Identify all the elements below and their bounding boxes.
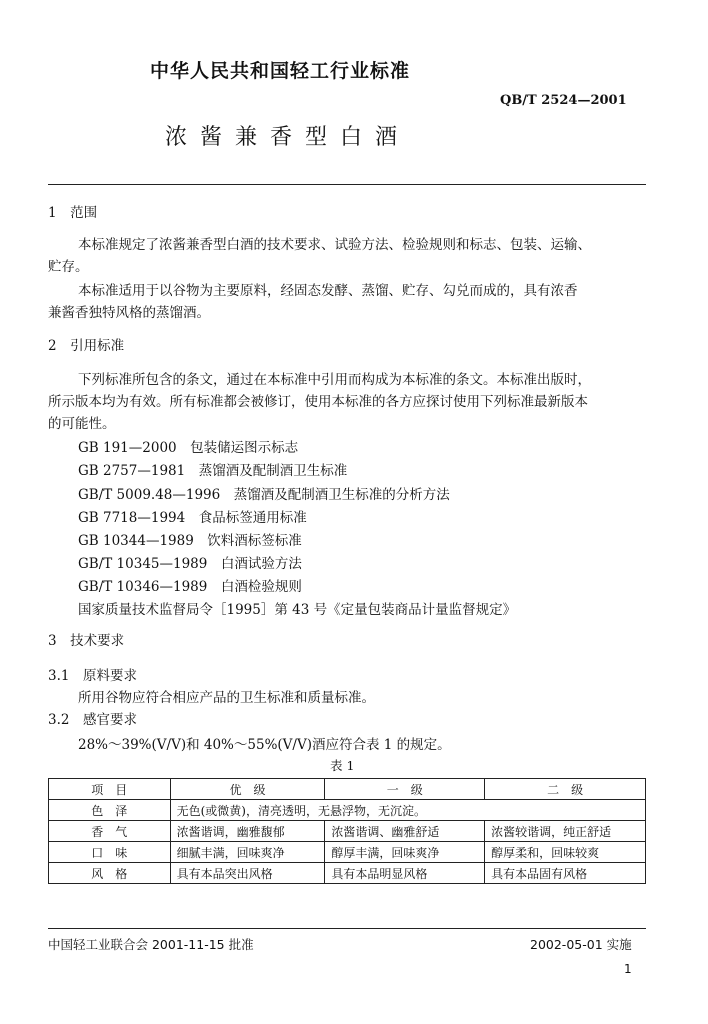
table-cell: 具有本品突出风格 [170,863,325,884]
table-cell: 醇厚丰满，回味爽净 [325,842,485,863]
table-cell: 浓酱谐调，幽雅馥郁 [170,821,325,842]
table-header-cell: 一 级 [325,779,485,800]
sensory-requirements-table [48,778,646,884]
table-cell: 浓酱谐调、幽雅舒适 [325,821,485,842]
section-2-heading: 2 引用标准 [48,338,125,354]
table-cell: 香 气 [49,821,171,842]
s2-paragraph-line-2: 所示版本均为有效。所有标准都会被修订，使用本标准的各方应探讨使用下列标准最新版本 [48,394,588,410]
reference-item: GB 7718—1994 食品标签通用标准 [78,510,307,526]
industry-standard-title: 中华人民共和国轻工行业标准 [150,60,411,82]
s1-paragraph-1-line-1: 本标准规定了浓酱兼香型白酒的技术要求、试验方法、检验规则和标志、包装、运输、 [78,237,591,253]
reference-item: 国家质量技术监督局令［1995］第 43 号《定量包装商品计量监督规定》 [78,602,517,618]
section-3-1-heading: 3.1 原料要求 [48,668,137,684]
table-row [49,842,646,863]
table-cell: 细腻丰满，回味爽净 [170,842,325,863]
effective-date: 2002-05-01 实施 [530,937,632,952]
table-row [49,821,646,842]
table-cell: 无色(或微黄)，清亮透明，无悬浮物，无沉淀。 [170,800,645,821]
standard-number: QB/T 2524—2001 [500,93,627,108]
reference-item: GB 191—2000 包装储运图示标志 [78,440,299,456]
reference-item: GB/T 10346—1989 白酒检验规则 [78,579,302,595]
table-cell: 色 泽 [49,800,171,821]
table-cell: 具有本品明显风格 [325,863,485,884]
s2-paragraph-line-3: 的可能性。 [48,416,116,432]
table-row [49,863,646,884]
table-cell: 具有本品固有风格 [485,863,646,884]
reference-item: GB 2757—1981 蒸馏酒及配制酒卫生标准 [78,463,348,479]
reference-item: GB/T 10345—1989 白酒试验方法 [78,556,302,572]
reference-item: GB/T 5009.48—1996 蒸馏酒及配制酒卫生标准的分析方法 [78,487,450,503]
s1-paragraph-2-line-2: 兼酱香独特风格的蒸馏酒。 [48,305,210,321]
table-header-cell: 优 级 [170,779,325,800]
s1-paragraph-1-line-2: 贮存。 [48,259,89,275]
header-rule [48,184,646,185]
s1-paragraph-2-line-1: 本标准适用于以谷物为主要原料，经固态发酵、蒸馏、贮存、勾兑而成的，具有浓香 [78,283,578,299]
table-cell: 浓酱较谐调，纯正舒适 [485,821,646,842]
document-title: 浓 酱 兼 香 型 白 酒 [165,125,400,150]
s2-paragraph-line-1: 下列标准所包含的条文，通过在本标准中引用而构成为本标准的条文。本标准出版时， [78,372,591,388]
section-3-2-heading: 3.2 感官要求 [48,712,137,728]
section-3-2-text: 28%～39%(V/V)和 40%～55%(V/V)酒应符合表 1 的规定。 [78,737,451,753]
section-3-heading: 3 技术要求 [48,633,125,649]
table-cell: 口 味 [49,842,171,863]
approval-date: 中国轻工业联合会 2001-11-15 批准 [48,937,254,952]
table-header-cell: 项 目 [49,779,171,800]
table-row [49,800,646,821]
table-caption: 表 1 [330,758,355,773]
table-cell: 醇厚柔和，回味较爽 [485,842,646,863]
table-header-cell: 二 级 [485,779,646,800]
footer-rule [48,928,646,929]
section-1-heading: 1 范围 [48,205,98,221]
table-header-row [49,779,646,800]
reference-item: GB 10344—1989 饮料酒标签标准 [78,533,302,549]
section-3-1-text: 所用谷物应符合相应产品的卫生标准和质量标准。 [78,690,375,706]
table-cell: 风 格 [49,863,171,884]
page-number: 1 [624,962,632,976]
